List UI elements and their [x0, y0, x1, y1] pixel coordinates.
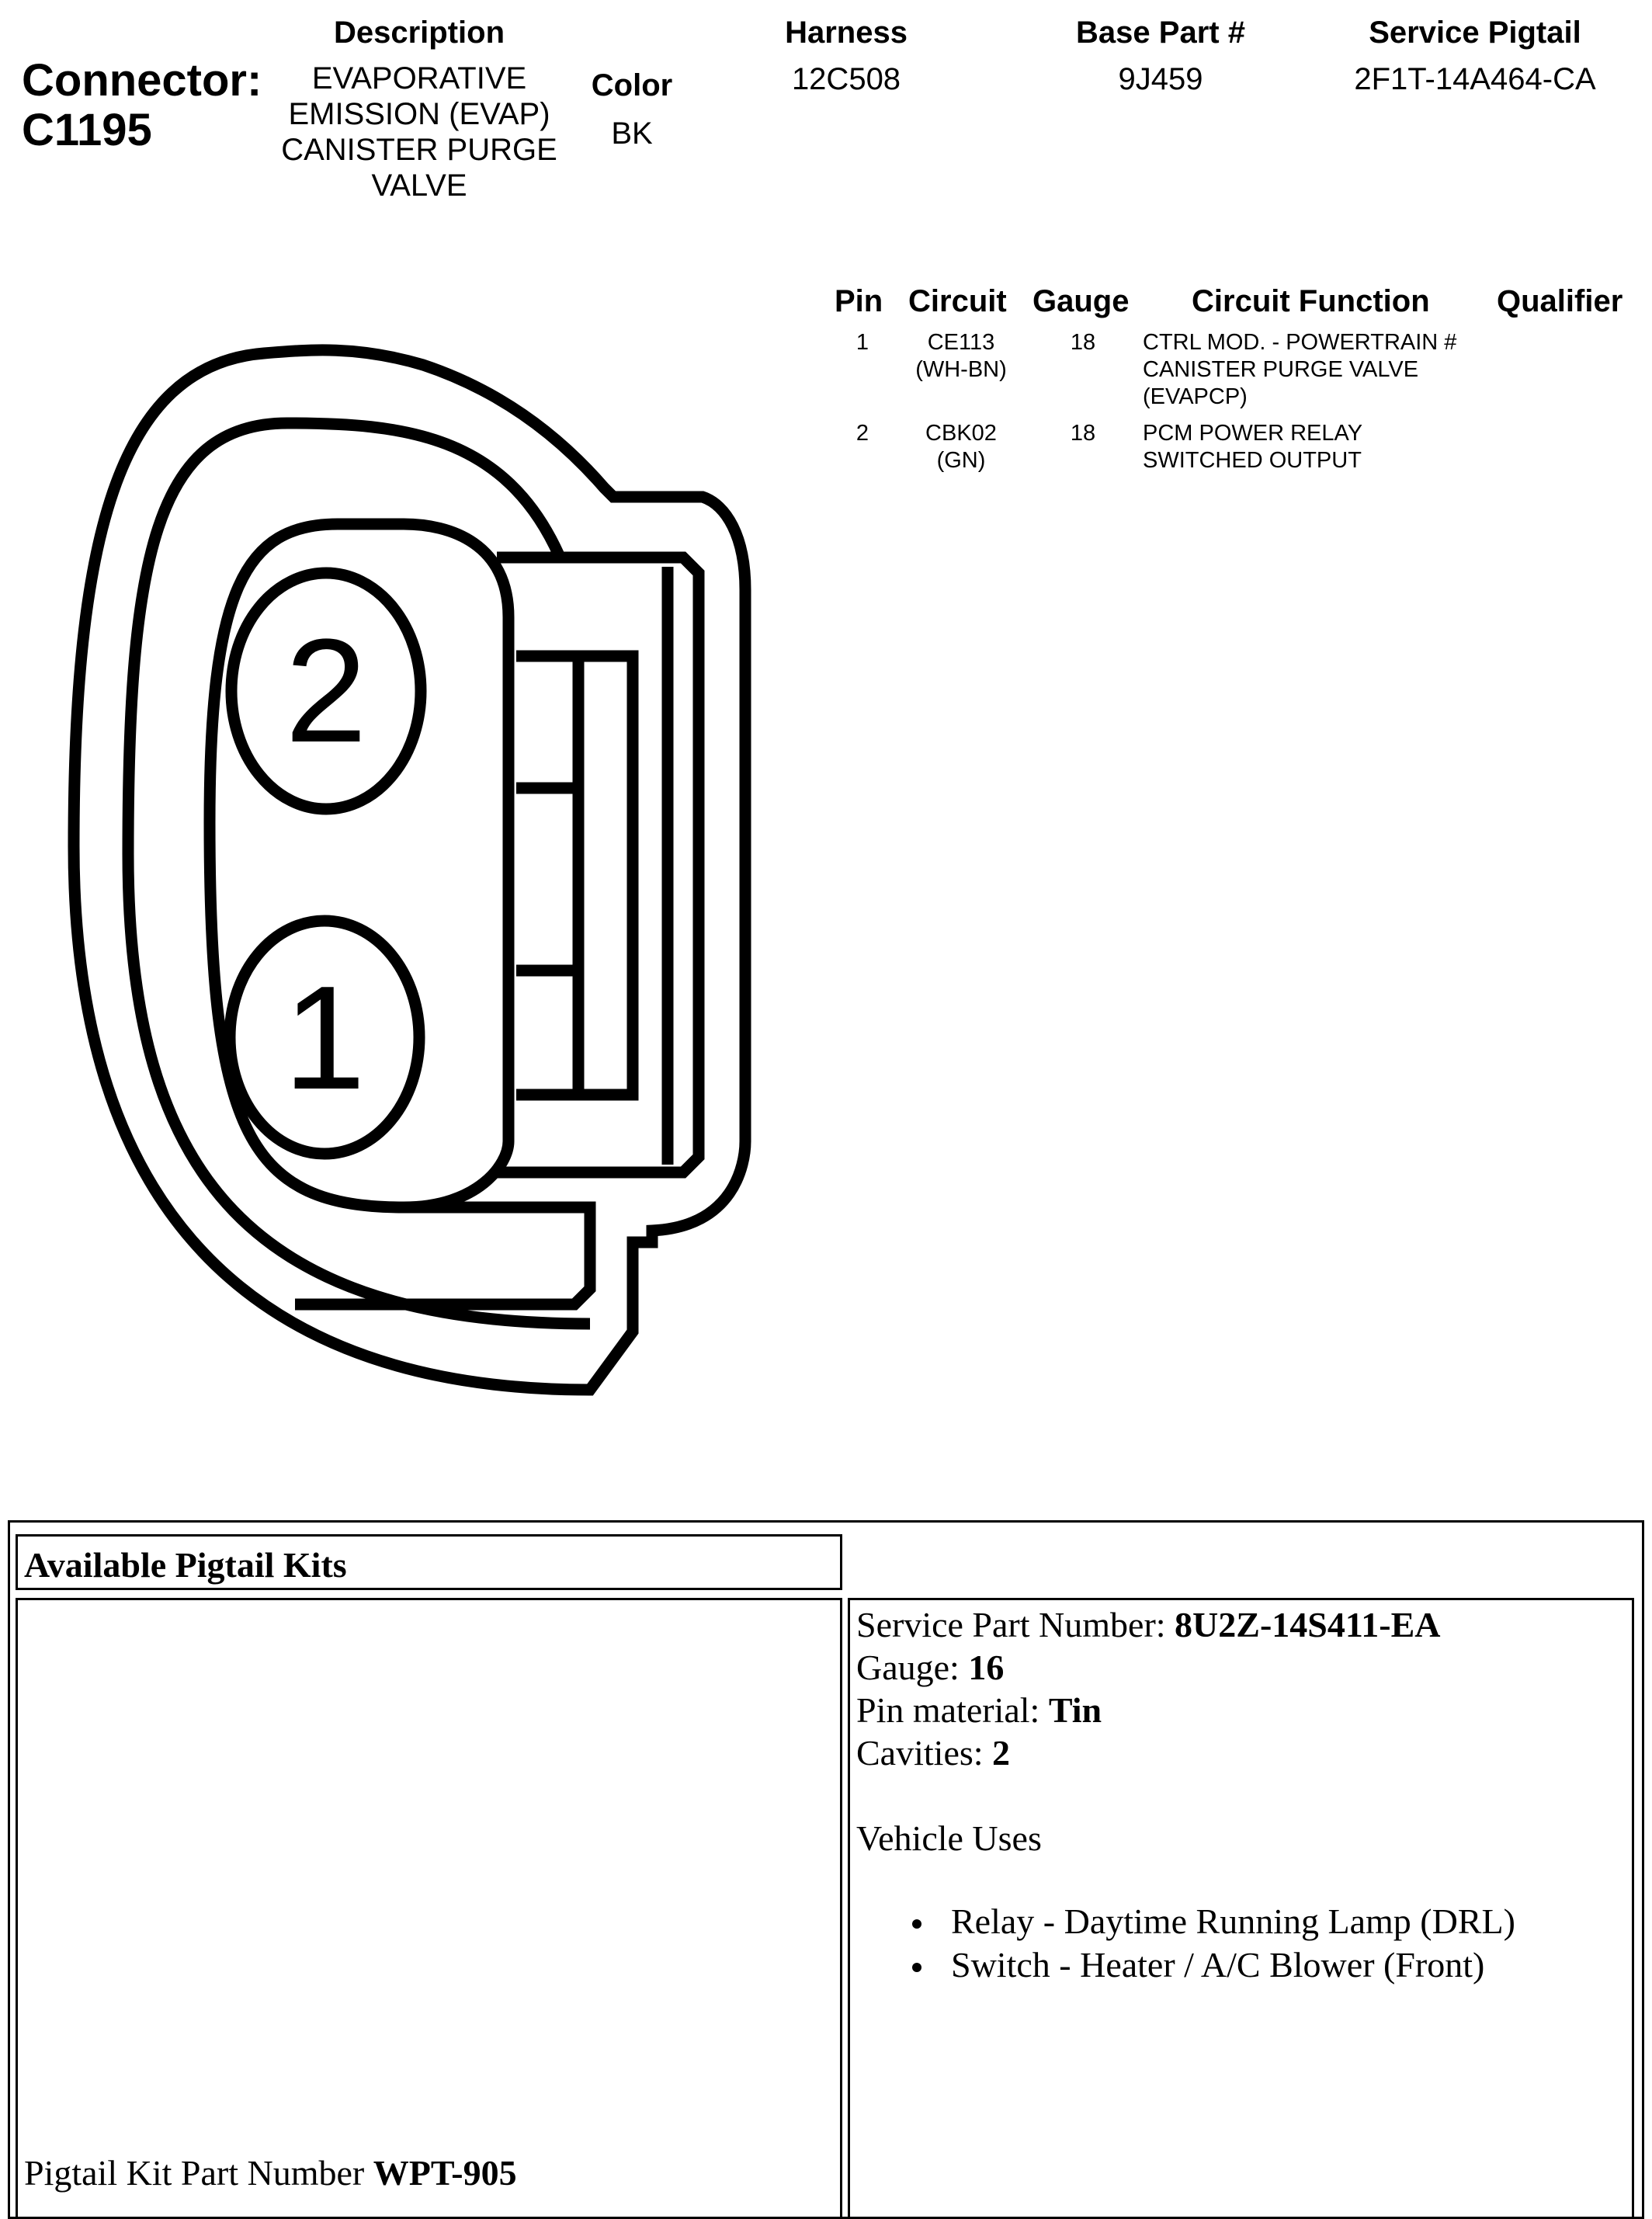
cavities-label: Cavities: [856, 1733, 993, 1773]
qualifier-column-header: Qualifier [1497, 284, 1623, 318]
pin-number: 1 [856, 330, 869, 355]
service-part-value: 8U2Z-14S411-EA [1175, 1605, 1441, 1644]
circuit-id: CBK02 [925, 421, 997, 446]
pin-column-header: Pin [835, 284, 883, 318]
list-item: Switch - Heater / A/C Blower (Front) [912, 1943, 1515, 1987]
list-item: Relay - Daytime Running Lamp (DRL) [912, 1900, 1515, 1943]
description-line: CANISTER PURGE [281, 133, 557, 167]
function-cell [1143, 329, 1492, 411]
kit-gauge [856, 1646, 1441, 1689]
gauge-column-header: Gauge [1032, 284, 1130, 318]
circuit-column-header: Circuit [908, 284, 1007, 318]
function-line: PCM POWER RELAY [1143, 421, 1363, 446]
function-line: SWITCHED OUTPUT [1143, 448, 1362, 473]
connector-id: C1195 [22, 105, 152, 155]
circuit-color: (GN) [936, 448, 986, 473]
base-part-header: Base Part # [1076, 16, 1245, 50]
pigtail-kit-part-number [24, 2151, 517, 2194]
circuit-cell [893, 420, 1029, 474]
harness-header: Harness [785, 16, 908, 50]
color-value: BK [611, 116, 653, 151]
cavities [856, 1731, 1441, 1774]
harness-value: 12C508 [791, 62, 901, 96]
kit-gauge-label: Gauge: [856, 1648, 969, 1687]
color-header: Color [591, 68, 673, 102]
gauge-cell: 18 [1070, 421, 1096, 446]
kit-details [856, 1603, 1441, 1860]
pigtail-kits-title-cell [16, 1534, 842, 1590]
description-header: Description [333, 16, 505, 50]
circuit-color: (WH-BN) [915, 357, 1007, 382]
cavities-value: 2 [992, 1733, 1011, 1773]
function-column-header: Circuit Function [1192, 284, 1430, 318]
pin-material [856, 1689, 1441, 1731]
gauge-cell: 18 [1070, 330, 1096, 355]
base-part-value: 9J459 [1118, 62, 1203, 96]
vehicle-uses-label: Vehicle Uses [856, 1818, 1042, 1858]
circuit-id: CE113 [927, 330, 995, 355]
function-line: CTRL MOD. - POWERTRAIN # [1143, 330, 1457, 355]
service-pigtail-header: Service Pigtail [1369, 16, 1581, 50]
description-line: EMISSION (EVAP) [288, 97, 550, 131]
kit-part-value: WPT-905 [373, 2153, 517, 2193]
pin-number: 2 [856, 421, 869, 446]
connector-outer-shell [74, 350, 745, 1390]
service-part-number [856, 1603, 1441, 1646]
function-line: CANISTER PURGE VALVE [1143, 357, 1419, 382]
pin-material-label: Pin material: [856, 1690, 1049, 1730]
description-line: VALVE [371, 168, 467, 203]
function-cell [1143, 420, 1492, 474]
service-part-label: Service Part Number: [856, 1605, 1175, 1644]
vehicle-uses-list [912, 1900, 1515, 1987]
pin-label-1: 1 [283, 956, 366, 1120]
description-line: EVAPORATIVE [311, 61, 527, 95]
pin-label-2: 2 [285, 609, 367, 773]
function-line: (EVAPCP) [1143, 384, 1248, 409]
service-pigtail-value: 2F1T-14A464-CA [1354, 62, 1596, 96]
kit-part-label: Pigtail Kit Part Number [24, 2153, 373, 2193]
circuit-cell [893, 329, 1029, 384]
connector-label: Connector: [22, 55, 262, 106]
kit-gauge-value: 16 [968, 1648, 1005, 1687]
pigtail-kit-part-cell [16, 1598, 842, 2219]
pigtail-kits-title: Available Pigtail Kits [24, 1545, 347, 1585]
pin-material-value: Tin [1048, 1690, 1102, 1730]
pigtail-kit-details-cell [848, 1598, 1634, 2219]
connector-face-diagram [0, 0, 776, 1429]
